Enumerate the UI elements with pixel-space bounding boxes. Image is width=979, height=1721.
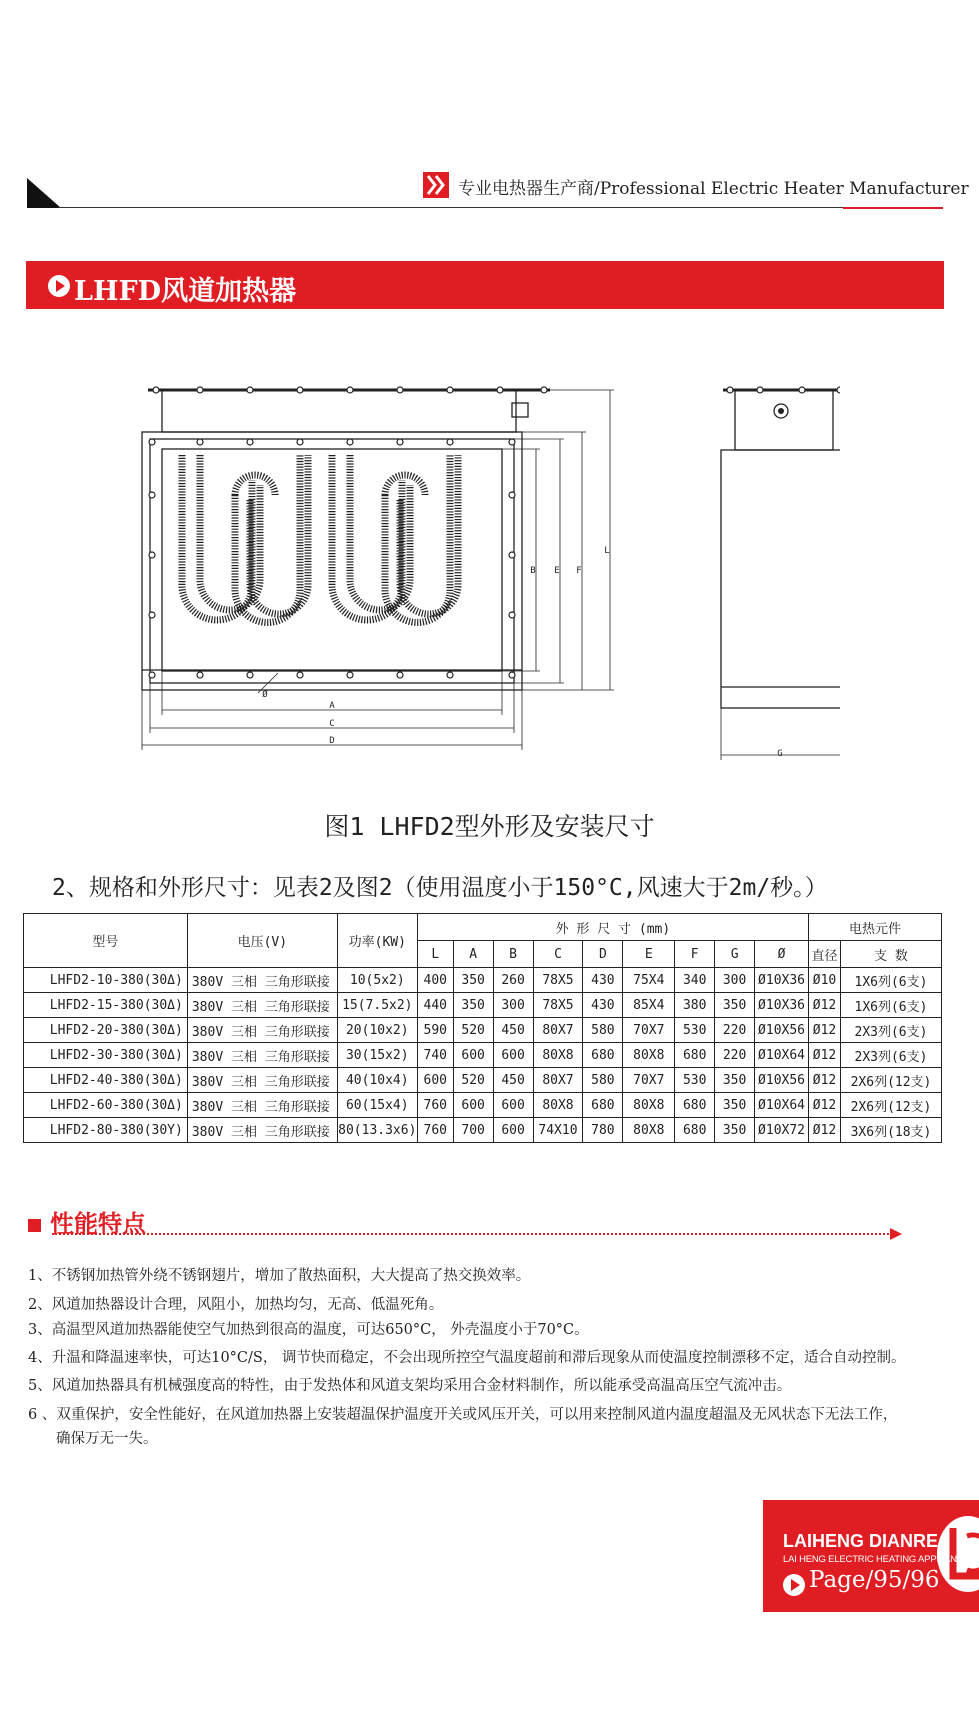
cell-dimension: 80X8 [533, 1093, 583, 1118]
header-corner-triangle [27, 178, 61, 208]
header-rule [58, 207, 943, 208]
cell-count: 2X3列(6支) [840, 1018, 941, 1043]
play-icon [783, 1574, 805, 1596]
cell-dimension: 340 [675, 968, 715, 993]
dim-label-e: E [554, 566, 560, 576]
cell-model: LHFD2-30-380(30Δ) [24, 1043, 188, 1068]
cell-dimension: 350 [715, 993, 755, 1018]
cell-dimension: 350 [715, 1118, 755, 1143]
dim-label-a: A [329, 701, 335, 711]
cell-dimension: 780 [583, 1118, 623, 1143]
heater-technical-drawing [140, 375, 840, 785]
cell-diameter: Ø12 [809, 1093, 841, 1118]
cell-dimension: 80X8 [623, 1118, 675, 1143]
cell-dimension: 590 [417, 1018, 453, 1043]
cell-count: 2X6列(12支) [840, 1093, 941, 1118]
dim-label-c: C [329, 719, 335, 729]
cell-dimension: 450 [493, 1068, 533, 1093]
col-header-elements: 电热元件 [809, 914, 942, 941]
header-tagline: 专业电热器生产商/Professional Electric Heater Manufacturer [458, 179, 969, 199]
cell-dimension: 78X5 [533, 968, 583, 993]
cell-dimension: 440 [417, 993, 453, 1018]
cell-voltage: 380V 三相 三角形联接 [187, 968, 337, 993]
col-header-dim: C [533, 941, 583, 968]
cell-diameter: Ø10 [809, 968, 841, 993]
cell-model: LHFD2-20-380(30Δ) [24, 1018, 188, 1043]
col-header-dim: G [715, 941, 755, 968]
cell-dimension: 680 [675, 1093, 715, 1118]
cell-dimension: 520 [453, 1018, 493, 1043]
col-header-dim: B [493, 941, 533, 968]
dim-label-phi: Ø [262, 690, 268, 700]
cell-voltage: 380V 三相 三角形联接 [187, 1093, 337, 1118]
cell-dimension: 80X7 [533, 1068, 583, 1093]
cell-dimension: 80X7 [533, 1018, 583, 1043]
feature-item: 2、风道加热器设计合理，风阻小，加热均匀，无高、低温死角。 [28, 1297, 444, 1313]
cell-dimension: 350 [453, 968, 493, 993]
cell-voltage: 380V 三相 三角形联接 [187, 1043, 337, 1068]
cell-diameter: Ø12 [809, 1043, 841, 1068]
dim-label-g: G [777, 749, 783, 759]
cell-power: 30(15x2) [337, 1043, 417, 1068]
cell-dimension: 70X7 [623, 1018, 675, 1043]
cell-dimension: 760 [417, 1118, 453, 1143]
cell-dimension: 350 [715, 1068, 755, 1093]
footer-brand-subtitle: LAI HENG ELECTRIC HEATING APPLIANCES [783, 1554, 976, 1565]
footer-brand-name: LAIHENG DIANRE [783, 1531, 939, 1551]
features-dotted-rule [52, 1233, 892, 1235]
cell-voltage: 380V 三相 三角形联接 [187, 993, 337, 1018]
cell-dimension: 580 [583, 1068, 623, 1093]
cell-dimension: 680 [675, 1118, 715, 1143]
cell-dimension: 220 [715, 1018, 755, 1043]
col-header-dim: D [583, 941, 623, 968]
cell-dimension: 430 [583, 993, 623, 1018]
cell-model: LHFD2-60-380(30Δ) [24, 1093, 188, 1118]
feature-item: 3、高温型风道加热器能使空气加热到很高的温度，可达650°C， 外壳温度小于70°C。 [28, 1322, 589, 1338]
table-row [24, 1093, 942, 1118]
cell-dimension: Ø10X64 [755, 1043, 809, 1068]
cell-power: 20(10x2) [337, 1018, 417, 1043]
cell-dimension: 700 [453, 1118, 493, 1143]
cell-dimension: 400 [417, 968, 453, 993]
cell-voltage: 380V 三相 三角形联接 [187, 1118, 337, 1143]
cell-count: 1X6列(6支) [840, 993, 941, 1018]
feature-item: 4、升温和降温速率快，可达10°C/S， 调节快而稳定，不会出现所控空气温度超前和滞后现象从而使温度控制漂移不定，适合自动控制。 [28, 1350, 906, 1366]
features-title: 性能特点 [50, 1209, 146, 1238]
cell-dimension: Ø10X36 [755, 993, 809, 1018]
col-header-voltage: 电压(V) [187, 914, 337, 968]
col-header-count: 支 数 [840, 941, 941, 968]
cell-dimension: Ø10X56 [755, 1068, 809, 1093]
cell-dimension: 530 [675, 1018, 715, 1043]
arrow-right-icon [890, 1228, 902, 1240]
cell-dimension: Ø10X72 [755, 1118, 809, 1143]
figure-caption: 图1 LHFD2型外形及安装尺寸 [324, 812, 655, 841]
cell-power: 10(5x2) [337, 968, 417, 993]
cell-dimension: 260 [493, 968, 533, 993]
cell-dimension: Ø10X36 [755, 968, 809, 993]
cell-dimension: 70X7 [623, 1068, 675, 1093]
cell-dimension: 680 [583, 1093, 623, 1118]
cell-model: LHFD2-40-380(30Δ) [24, 1068, 188, 1093]
cell-dimension: 600 [417, 1068, 453, 1093]
cell-model: LHFD2-15-380(30Δ) [24, 993, 188, 1018]
col-header-dimensions: 外 形 尺 寸 (mm) [417, 914, 808, 941]
cell-count: 1X6列(6支) [840, 968, 941, 993]
cell-dimension: Ø10X56 [755, 1018, 809, 1043]
cell-dimension: 78X5 [533, 993, 583, 1018]
cell-dimension: 600 [493, 1043, 533, 1068]
cell-model: LHFD2-10-380(30Δ) [24, 968, 188, 993]
table-row [24, 1118, 942, 1143]
cell-power: 40(10x4) [337, 1068, 417, 1093]
col-header-power: 功率(KW) [337, 914, 417, 968]
cell-dimension: 600 [493, 1118, 533, 1143]
page-number: Page/95/96 [809, 1567, 940, 1593]
col-header-dim: F [675, 941, 715, 968]
cell-count: 3X6列(18支) [840, 1118, 941, 1143]
cell-model: LHFD2-80-380(30Y) [24, 1118, 188, 1143]
cell-dimension: 530 [675, 1068, 715, 1093]
dim-label-b: B [530, 566, 536, 576]
cell-dimension: 80X8 [623, 1043, 675, 1068]
col-header-model: 型号 [24, 914, 188, 968]
cell-dimension: 300 [715, 968, 755, 993]
col-header-dim: Ø [755, 941, 809, 968]
table-row [24, 1043, 942, 1068]
cell-diameter: Ø12 [809, 993, 841, 1018]
cell-power: 80(13.3x6) [337, 1118, 417, 1143]
cell-count: 2X3列(6支) [840, 1043, 941, 1068]
cell-voltage: 380V 三相 三角形联接 [187, 1068, 337, 1093]
cell-power: 15(7.5x2) [337, 993, 417, 1018]
col-header-dim: L [417, 941, 453, 968]
col-header-diameter: 直径 [809, 941, 841, 968]
table-row [24, 968, 942, 993]
section-title: LHFD风道加热器 [74, 276, 297, 307]
dim-label-f: F [576, 566, 582, 576]
cell-power: 60(15x4) [337, 1093, 417, 1118]
cell-dimension: 80X8 [623, 1093, 675, 1118]
feature-item: 1、不锈钢加热管外绕不锈钢翅片，增加了散热面积，大大提高了热交换效率。 [28, 1268, 531, 1284]
cell-dimension: 450 [493, 1018, 533, 1043]
cell-dimension: 680 [675, 1043, 715, 1068]
feature-item: 5、风道加热器具有机械强度高的特性，由于发热体和风道支架均采用合金材料制作，所以能承受高温高压空气流冲击。 [28, 1378, 792, 1394]
cell-dimension: 80X8 [533, 1043, 583, 1068]
cell-count: 2X6列(12支) [840, 1068, 941, 1093]
dim-label-d: D [329, 736, 335, 746]
cell-dimension: Ø10X64 [755, 1093, 809, 1118]
col-header-dim: E [623, 941, 675, 968]
cell-dimension: 75X4 [623, 968, 675, 993]
spec-table [23, 913, 942, 1143]
cell-dimension: 380 [675, 993, 715, 1018]
cell-dimension: 350 [715, 1093, 755, 1118]
cell-dimension: 580 [583, 1018, 623, 1043]
cell-diameter: Ø12 [809, 1118, 841, 1143]
header-rule-accent [843, 207, 943, 209]
cell-voltage: 380V 三相 三角形联接 [187, 1018, 337, 1043]
cell-dimension: 600 [453, 1043, 493, 1068]
cell-dimension: 85X4 [623, 993, 675, 1018]
cell-dimension: 680 [583, 1043, 623, 1068]
double-chevron-icon [423, 172, 449, 198]
table-row [24, 1068, 942, 1093]
cell-dimension: 300 [493, 993, 533, 1018]
feature-item: 确保万无一失。 [56, 1431, 158, 1447]
cell-dimension: 740 [417, 1043, 453, 1068]
cell-dimension: 74X10 [533, 1118, 583, 1143]
spec-intro: 2、规格和外形尺寸：见表2及图2（使用温度小于150°C,风速大于2m/秒。） [52, 875, 828, 901]
cell-dimension: 350 [453, 993, 493, 1018]
table-row [24, 993, 942, 1018]
dim-label-l: L [604, 546, 610, 556]
cell-diameter: Ø12 [809, 1068, 841, 1093]
feature-item: 6 、双重保护，安全性能好，在风道加热器上安装超温保护温度开关或风压开关，可以用来控制风道内温度超温及无风状态下无法工作， [28, 1407, 898, 1423]
cell-dimension: 760 [417, 1093, 453, 1118]
cell-dimension: 520 [453, 1068, 493, 1093]
cell-dimension: 220 [715, 1043, 755, 1068]
bullet-square-icon [28, 1219, 41, 1232]
table-row [24, 1018, 942, 1043]
play-icon [48, 275, 70, 297]
cell-dimension: 600 [453, 1093, 493, 1118]
col-header-dim: A [453, 941, 493, 968]
cell-diameter: Ø12 [809, 1018, 841, 1043]
cell-dimension: 430 [583, 968, 623, 993]
cell-dimension: 600 [493, 1093, 533, 1118]
